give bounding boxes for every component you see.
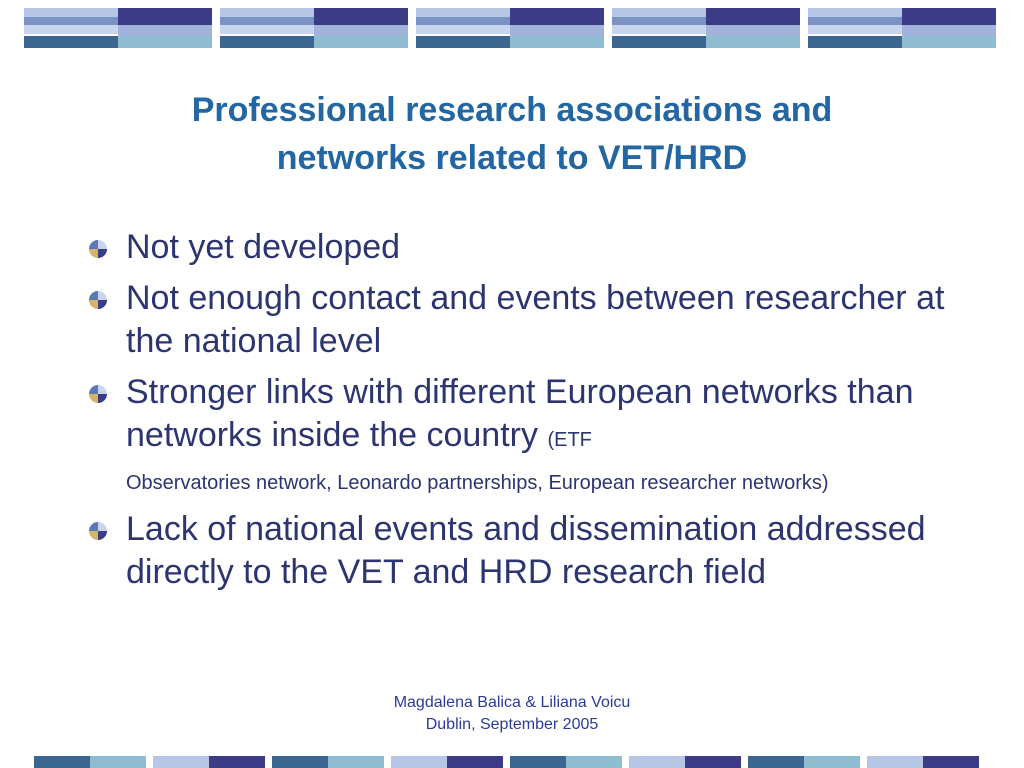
bullet-text: Not enough contact and events between researcher at the national level: [126, 279, 945, 360]
band-segment: [629, 756, 685, 768]
band-segment: [804, 756, 860, 768]
title-line-1: Professional research associations and: [191, 91, 833, 129]
title-line-2: networks related to VET/HRD: [276, 139, 748, 177]
bullet-text: Lack of national events and dissemination addressed directly to the VET and HRD research field: [126, 510, 926, 591]
bullet-text: Stronger links with different European networks than networks inside the country: [126, 373, 914, 454]
slide-title: [100, 86, 924, 182]
band-segment: [153, 756, 209, 768]
band-segment: [391, 756, 447, 768]
footer-authors: Magdalena Balica & Liliana Voicu: [393, 694, 631, 711]
bullet-item: [88, 508, 948, 594]
band-tile: [416, 8, 604, 48]
band-tile: [24, 8, 212, 48]
band-segment: [867, 756, 923, 768]
band-segment: [685, 756, 741, 768]
bullet-text: Not yet developed: [126, 228, 401, 266]
band-segment: [510, 756, 566, 768]
bullet-item: [88, 226, 948, 269]
band-tile: [808, 8, 996, 48]
band-segment: [34, 756, 90, 768]
band-segment: [272, 756, 328, 768]
band-segment: [90, 756, 146, 768]
bullet-quad-icon: [88, 290, 108, 310]
bottom-decorative-band: [0, 756, 1024, 768]
bullet-quad-icon: [88, 239, 108, 259]
bullet-item: [88, 277, 948, 363]
bullet-note: Observatories network, Leonardo partnerships, European researcher networks): [126, 472, 829, 494]
band-segment: [328, 756, 384, 768]
bullet-item: [88, 371, 948, 500]
bullet-quad-icon: [88, 521, 108, 541]
band-tile: [220, 8, 408, 48]
band-segment: [447, 756, 503, 768]
slide-footer: [312, 692, 712, 736]
bullet-note-open: (ETF: [547, 429, 592, 451]
band-segment: [748, 756, 804, 768]
bullet-list: [88, 226, 948, 602]
band-segment: [209, 756, 265, 768]
band-segment: [923, 756, 979, 768]
top-decorative-band: [0, 8, 1024, 48]
band-tile: [612, 8, 800, 48]
band-segment: [566, 756, 622, 768]
bullet-quad-icon: [88, 384, 108, 404]
footer-place-date: Dublin, September 2005: [425, 716, 599, 733]
